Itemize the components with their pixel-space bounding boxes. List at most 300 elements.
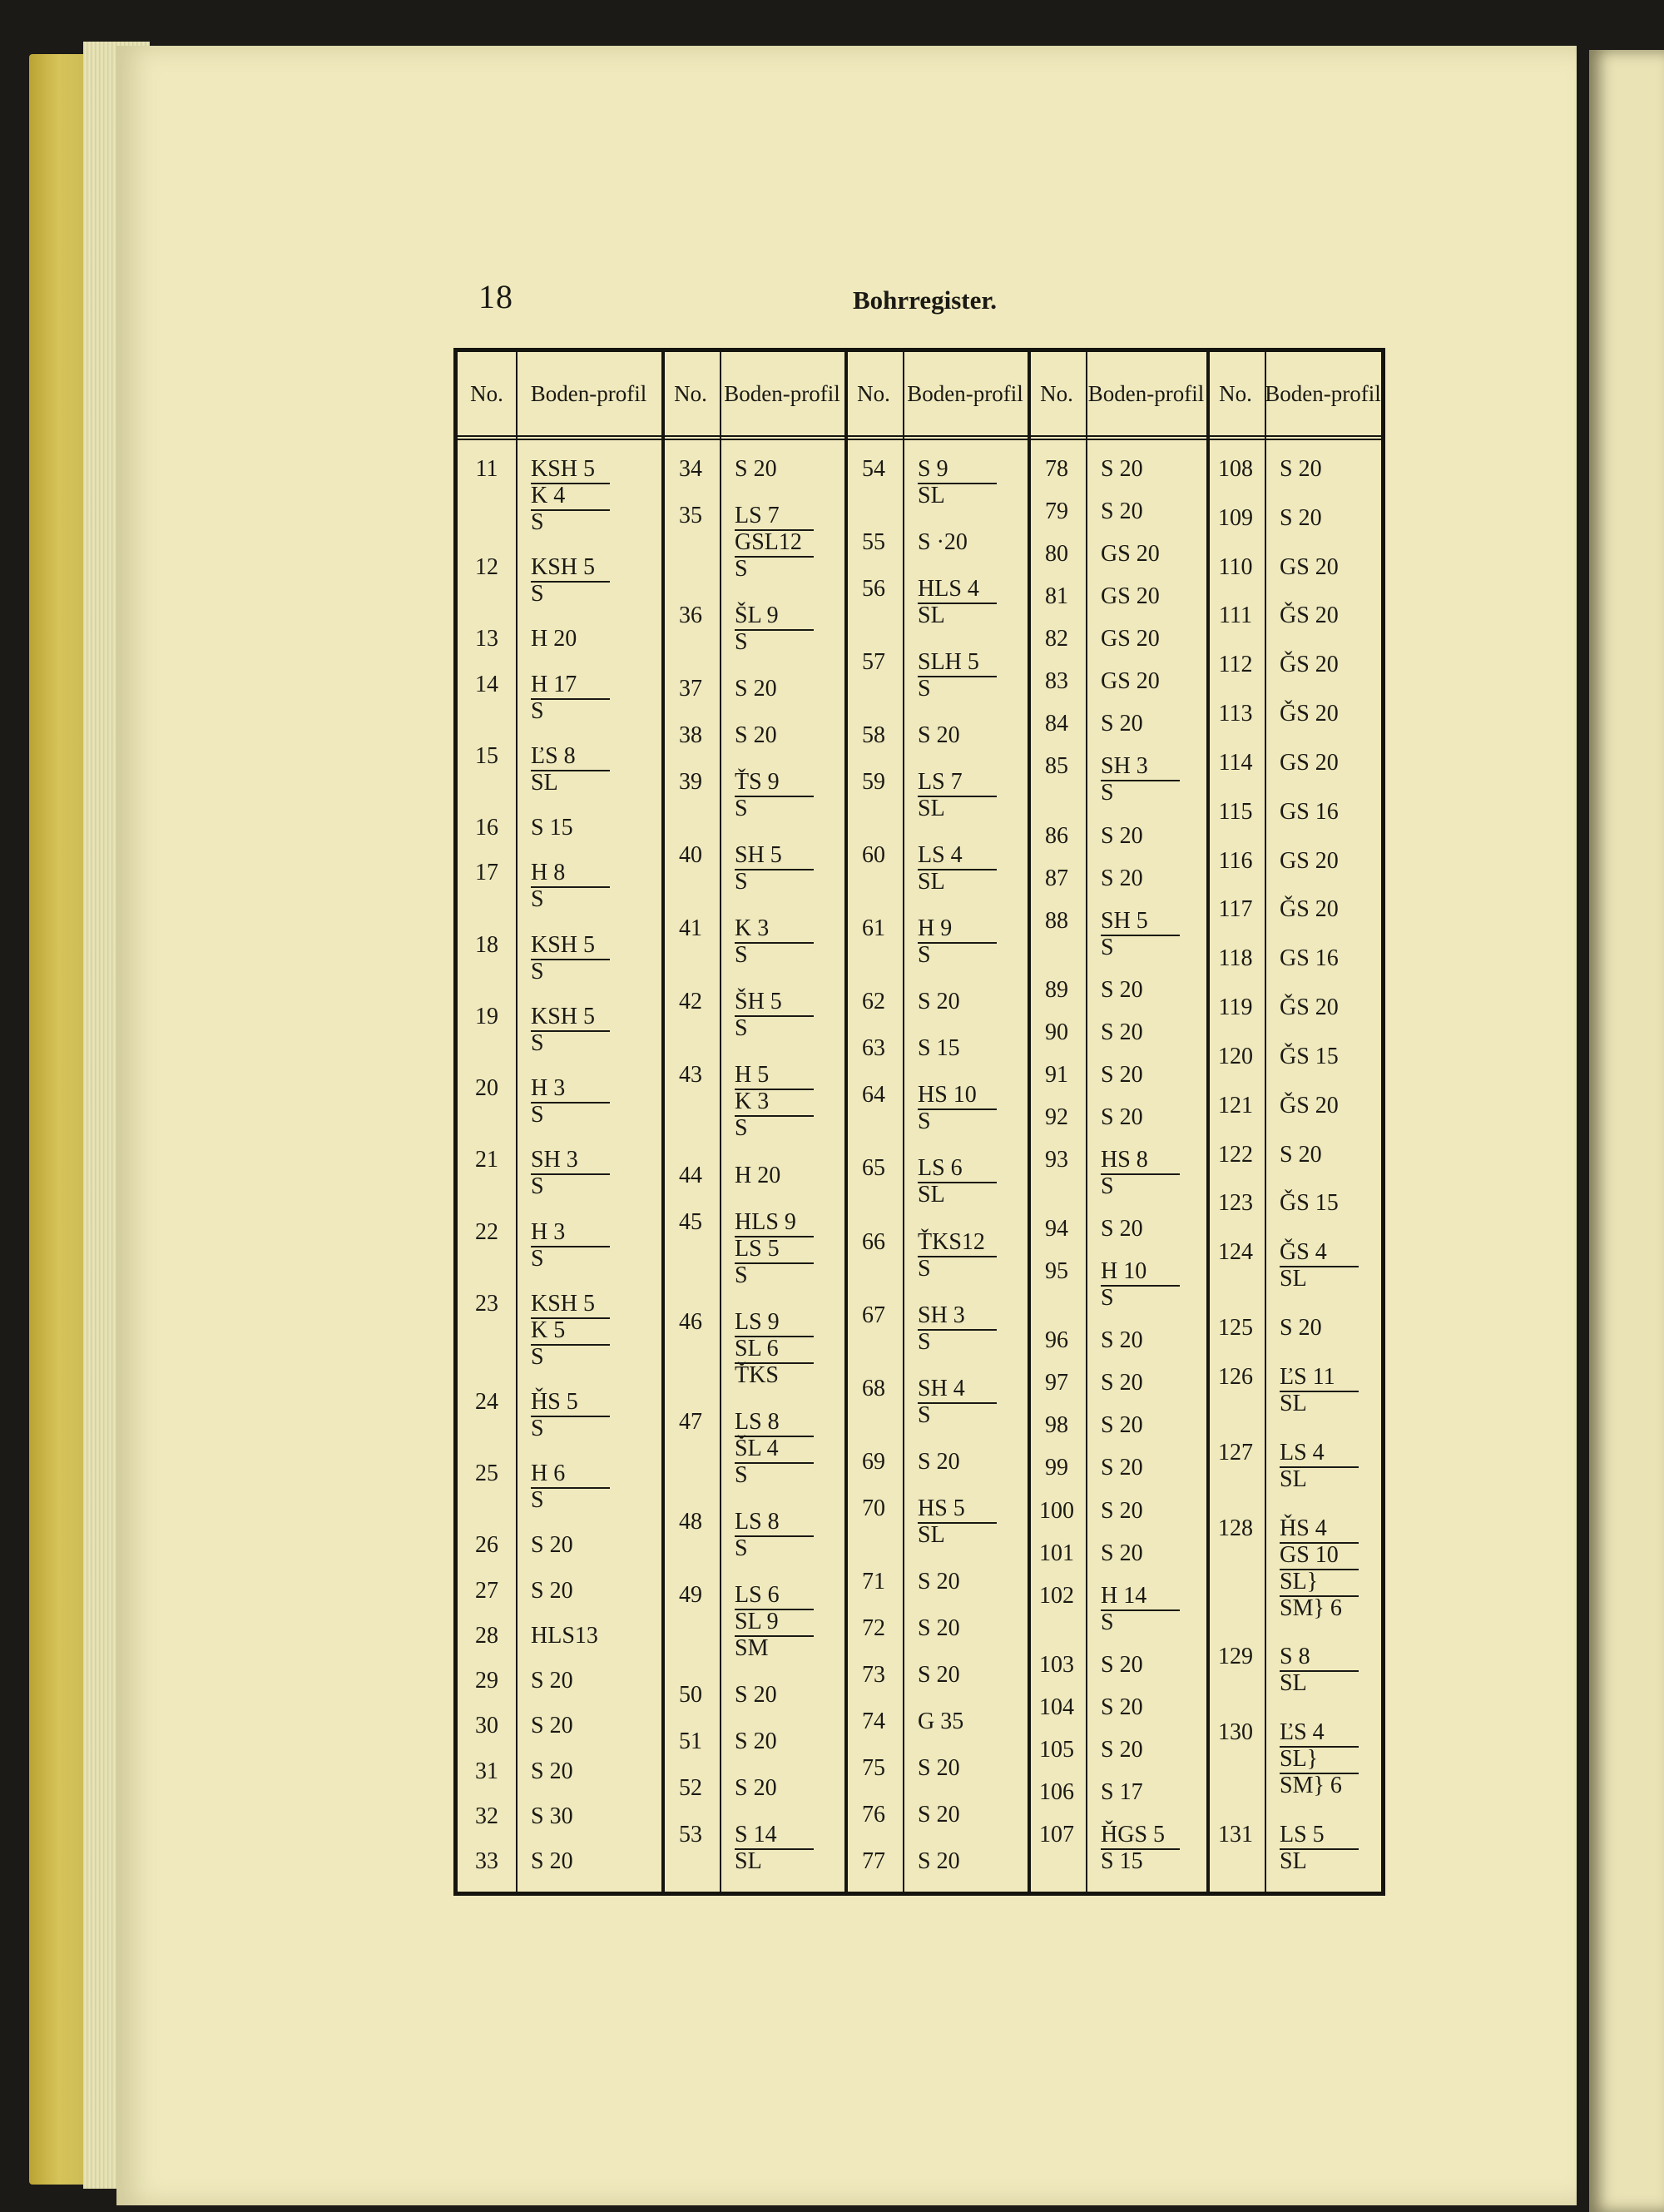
soil-profile-line: S xyxy=(1101,1173,1114,1200)
soil-profile-line: S 20 xyxy=(1101,456,1143,482)
layer-separator xyxy=(1101,1848,1180,1850)
layer-separator xyxy=(918,1108,997,1110)
soil-profile-line: H 6 xyxy=(531,1461,566,1487)
soil-profile-line: S xyxy=(735,629,748,656)
soil-profile-line: S xyxy=(531,1343,544,1370)
soil-profile-line: LS 6 xyxy=(735,1581,780,1608)
layer-separator xyxy=(735,629,814,631)
bore-number: 23 xyxy=(475,1290,498,1317)
soil-profile-line: GS 20 xyxy=(1280,749,1339,776)
soil-profile-line: S 20 xyxy=(1101,1061,1143,1088)
soil-profile-line: S 20 xyxy=(918,1568,960,1595)
layer-separator xyxy=(531,1344,610,1346)
bore-number: 120 xyxy=(1218,1043,1253,1069)
soil-profile-line: S xyxy=(531,1245,544,1272)
soil-profile-line: GSL12 xyxy=(735,529,802,556)
bore-number: 82 xyxy=(1045,626,1068,652)
soil-profile-line: ǦS 15 xyxy=(1280,1043,1339,1069)
bore-number: 14 xyxy=(475,671,498,697)
bore-number: 62 xyxy=(862,989,885,1015)
soil-profile-line: S xyxy=(735,1535,748,1561)
layer-separator xyxy=(531,770,610,771)
soil-profile-line: LS 7 xyxy=(735,503,780,529)
soil-profile-line: S 8 xyxy=(1280,1644,1310,1670)
soil-profile-line: GS 20 xyxy=(1280,847,1339,874)
soil-profile-line: LS 5 xyxy=(1280,1822,1325,1847)
soil-profile-line: SLH 5 xyxy=(918,649,979,676)
bore-number: 50 xyxy=(679,1681,702,1708)
bore-number: 119 xyxy=(1218,994,1253,1021)
bore-number: 129 xyxy=(1218,1644,1253,1670)
soil-profile-line: S 20 xyxy=(1101,1216,1143,1242)
layer-separator xyxy=(531,1317,610,1319)
soil-profile-line: ǦS 15 xyxy=(1280,1190,1339,1217)
bore-number: 112 xyxy=(1218,652,1253,678)
soil-profile-line: LS 8 xyxy=(735,1508,780,1535)
layer-separator xyxy=(735,942,814,944)
layer-separator xyxy=(531,1030,610,1032)
bore-number: 59 xyxy=(862,769,885,796)
bore-number: 127 xyxy=(1218,1439,1253,1466)
bore-number: 63 xyxy=(862,1035,885,1062)
soil-profile-line: S xyxy=(531,509,544,535)
soil-profile-line: SL} xyxy=(1280,1746,1319,1773)
soil-profile-line: ŤKS12 xyxy=(918,1228,985,1255)
layer-separator xyxy=(1280,1266,1359,1267)
bore-number: 128 xyxy=(1218,1515,1253,1541)
layer-separator xyxy=(531,581,610,583)
bore-number: 11 xyxy=(475,456,498,482)
bore-number: 106 xyxy=(1039,1778,1074,1805)
soil-profile-line: S xyxy=(918,1255,931,1282)
soil-profile-line: S xyxy=(918,1401,931,1428)
bore-number: 20 xyxy=(475,1075,498,1102)
soil-profile-line: HS 5 xyxy=(918,1495,965,1521)
bore-number: 76 xyxy=(862,1801,885,1828)
soil-profile-line: ŠL 4 xyxy=(735,1435,779,1461)
soil-profile-line: ȞGS 5 xyxy=(1101,1822,1166,1847)
bore-number: 56 xyxy=(862,576,885,603)
header-no: No. xyxy=(1219,381,1252,406)
soil-profile-line: GS 20 xyxy=(1101,626,1160,652)
column-rule xyxy=(1086,352,1087,1892)
soil-profile-line: S 20 xyxy=(1101,1327,1143,1354)
soil-profile-line: LS 6 xyxy=(918,1155,963,1182)
bore-number: 38 xyxy=(679,722,702,749)
header-line-1: Boden- xyxy=(724,381,790,406)
soil-profile-line: SL xyxy=(918,603,945,629)
soil-profile-line: S xyxy=(918,1108,931,1135)
soil-profile-line: HLS13 xyxy=(531,1622,598,1649)
soil-profile-line: S xyxy=(531,1102,544,1128)
soil-profile-line: H 3 xyxy=(531,1218,566,1245)
soil-profile-line: ĽS 8 xyxy=(531,742,576,769)
layer-separator xyxy=(918,869,997,870)
soil-profile-line: S xyxy=(918,1328,931,1355)
bore-number: 35 xyxy=(679,503,702,529)
soil-profile-line: HS 8 xyxy=(1101,1147,1148,1173)
soil-profile-line: ǦS 20 xyxy=(1280,701,1339,727)
soil-profile-line: SL} xyxy=(1280,1568,1319,1595)
bore-number: 84 xyxy=(1045,711,1068,737)
bore-register-table xyxy=(453,348,1385,1896)
bore-number: 130 xyxy=(1218,1719,1253,1746)
soil-profile-line: ŠH 5 xyxy=(735,989,782,1015)
bore-number: 64 xyxy=(862,1082,885,1108)
bore-number: 36 xyxy=(679,603,702,629)
soil-profile-line: SH 5 xyxy=(735,842,782,869)
bore-number: 65 xyxy=(862,1155,885,1182)
soil-profile-line: H 20 xyxy=(531,626,577,652)
soil-profile-line: H 17 xyxy=(531,671,577,697)
soil-profile-line: LS 5 xyxy=(735,1235,780,1262)
bore-number: 78 xyxy=(1045,456,1068,482)
soil-profile-line: S 20 xyxy=(918,1614,960,1641)
soil-profile-line: S 20 xyxy=(918,722,960,749)
soil-profile-line: GS 16 xyxy=(1280,945,1339,972)
layer-separator xyxy=(918,1182,997,1183)
layer-separator xyxy=(735,529,814,531)
table-header-row xyxy=(458,352,1381,440)
column-rule xyxy=(903,352,904,1892)
soil-profile-line: SL xyxy=(1280,1390,1307,1416)
soil-profile-line: GS 10 xyxy=(1280,1541,1339,1568)
bore-number: 27 xyxy=(475,1577,498,1604)
layer-separator xyxy=(735,1535,814,1537)
soil-profile-line: K 3 xyxy=(735,1089,770,1115)
layer-separator xyxy=(735,1336,814,1337)
soil-profile-line: S xyxy=(918,676,931,702)
layer-separator xyxy=(918,676,997,677)
bore-number: 19 xyxy=(475,1003,498,1029)
soil-profile-line: SM} 6 xyxy=(1280,1773,1342,1799)
soil-profile-line: S 20 xyxy=(1101,1370,1143,1396)
bore-number: 53 xyxy=(679,1822,702,1847)
soil-profile-line: S 20 xyxy=(1101,498,1143,525)
bore-number: 43 xyxy=(679,1062,702,1089)
bore-number: 79 xyxy=(1045,498,1068,525)
header-line-1: Boden- xyxy=(1265,381,1331,406)
soil-profile-line: SL xyxy=(531,769,558,796)
soil-profile-line: SL xyxy=(1280,1848,1307,1874)
bore-number: 57 xyxy=(862,649,885,676)
soil-profile-line: S 20 xyxy=(1280,456,1322,482)
bore-number: 70 xyxy=(862,1495,885,1521)
bore-number: 30 xyxy=(475,1713,498,1739)
layer-separator xyxy=(531,1173,610,1175)
bore-number: 28 xyxy=(475,1622,498,1649)
soil-profile-line: S xyxy=(735,1115,748,1142)
soil-profile-line: K 5 xyxy=(531,1317,566,1343)
bore-number: 15 xyxy=(475,742,498,769)
bore-number: 117 xyxy=(1218,896,1253,923)
soil-profile-line: ŤS 9 xyxy=(735,769,780,796)
bore-number: 101 xyxy=(1039,1540,1074,1566)
layer-separator xyxy=(531,886,610,888)
soil-profile-line: SL xyxy=(735,1848,762,1874)
soil-profile-line: LS 8 xyxy=(735,1408,780,1435)
running-head: Bohrregister. xyxy=(853,285,998,315)
bore-number: 115 xyxy=(1218,798,1253,825)
layer-separator xyxy=(918,942,997,944)
soil-profile-line: S xyxy=(735,796,748,822)
layer-separator xyxy=(735,1015,814,1017)
soil-profile-line: S 20 xyxy=(1101,822,1143,849)
layer-separator xyxy=(1280,1773,1359,1774)
layer-separator xyxy=(1280,1848,1359,1850)
layer-separator xyxy=(531,698,610,700)
layer-separator xyxy=(735,869,814,870)
soil-profile-line: S xyxy=(918,942,931,969)
layer-separator xyxy=(1101,1173,1180,1175)
soil-profile-line: KSH 5 xyxy=(531,1003,596,1029)
bore-number: 80 xyxy=(1045,541,1068,568)
header-no: No. xyxy=(857,381,890,406)
bore-number: 51 xyxy=(679,1728,702,1754)
bore-number: 29 xyxy=(475,1668,498,1694)
soil-profile-line: S 20 xyxy=(918,1661,960,1688)
layer-separator xyxy=(735,1089,814,1090)
layer-separator xyxy=(1101,935,1180,936)
soil-profile-line: S xyxy=(735,942,748,969)
soil-profile-line: ȞS 4 xyxy=(1280,1515,1327,1541)
layer-separator xyxy=(1280,1542,1359,1544)
soil-profile-line: S xyxy=(735,1015,748,1042)
soil-profile-line: S 20 xyxy=(1101,1412,1143,1439)
bore-number: 88 xyxy=(1045,907,1068,934)
soil-profile-line: S 20 xyxy=(918,1801,960,1828)
soil-profile-line: S 14 xyxy=(735,1822,777,1847)
layer-separator xyxy=(918,1329,997,1331)
soil-profile-line: SH 3 xyxy=(1101,753,1148,780)
soil-profile-line: GS 20 xyxy=(1280,553,1339,580)
layer-separator xyxy=(735,1362,814,1364)
layer-separator xyxy=(918,796,997,797)
soil-profile-line: S 20 xyxy=(1101,1455,1143,1481)
bore-number: 91 xyxy=(1045,1061,1068,1088)
soil-profile-line: S xyxy=(531,1415,544,1441)
soil-profile-line: HS 10 xyxy=(918,1082,977,1108)
bore-number: 18 xyxy=(475,931,498,958)
bore-number: 93 xyxy=(1045,1147,1068,1173)
bore-number: 122 xyxy=(1218,1141,1253,1168)
soil-profile-line: S 20 xyxy=(735,456,777,482)
bore-number: 104 xyxy=(1039,1694,1074,1720)
bore-number: 118 xyxy=(1218,945,1253,972)
soil-profile-line: S 20 xyxy=(1101,1497,1143,1524)
soil-profile-line: S xyxy=(531,958,544,984)
soil-profile-line: S xyxy=(735,1262,748,1288)
layer-separator xyxy=(735,556,814,558)
header-line-1: Boden- xyxy=(530,381,597,406)
soil-profile-line: SH 3 xyxy=(918,1302,965,1328)
header-no: No. xyxy=(1040,381,1073,406)
bore-number: 124 xyxy=(1218,1239,1253,1266)
layer-separator xyxy=(531,1487,610,1489)
soil-profile-line: S 20 xyxy=(531,1532,573,1559)
soil-profile-line: SM} 6 xyxy=(1280,1595,1342,1621)
soil-profile-line: HLS 4 xyxy=(918,576,979,603)
bore-number: 111 xyxy=(1219,603,1252,629)
soil-profile-line: S 20 xyxy=(918,1448,960,1475)
header-bodenprofil xyxy=(516,352,661,435)
layer-separator xyxy=(531,959,610,960)
bore-number: 17 xyxy=(475,860,498,886)
bore-number: 34 xyxy=(679,456,702,482)
bore-number: 86 xyxy=(1045,822,1068,849)
soil-profile-line: ǦS 20 xyxy=(1280,603,1339,629)
bore-number: 131 xyxy=(1218,1822,1253,1847)
soil-profile-line: KSH 5 xyxy=(531,1290,596,1317)
group-rule xyxy=(661,352,665,1892)
bore-number: 81 xyxy=(1045,583,1068,610)
bore-number: 40 xyxy=(679,842,702,869)
layer-separator xyxy=(531,483,610,484)
soil-profile-line: S 20 xyxy=(1101,1651,1143,1678)
header-no: No. xyxy=(674,381,707,406)
bore-number: 123 xyxy=(1218,1190,1253,1217)
soil-profile-line: SL xyxy=(918,1182,945,1208)
layer-separator xyxy=(1280,1569,1359,1570)
soil-profile-line: GS 20 xyxy=(1101,668,1160,695)
soil-profile-line: S 20 xyxy=(1280,1141,1322,1168)
soil-profile-line: SH 4 xyxy=(918,1375,965,1401)
soil-profile-line: KSH 5 xyxy=(531,931,596,958)
soil-profile-line: S 20 xyxy=(1101,1736,1143,1763)
soil-profile-line: HLS 9 xyxy=(735,1208,796,1235)
bore-number: 67 xyxy=(862,1302,885,1328)
bore-number: 42 xyxy=(679,989,702,1015)
soil-profile-line: S ·20 xyxy=(918,529,968,556)
header-bodenprofil xyxy=(903,352,1028,435)
bore-number: 92 xyxy=(1045,1104,1068,1130)
bore-number: 13 xyxy=(475,626,498,652)
layer-separator xyxy=(918,603,997,604)
layer-separator xyxy=(531,509,610,511)
soil-profile-line: LS 4 xyxy=(1280,1439,1325,1466)
soil-profile-line: SM xyxy=(735,1634,769,1661)
bore-number: 68 xyxy=(862,1375,885,1401)
soil-profile-line: S 20 xyxy=(1101,1019,1143,1045)
bore-number: 100 xyxy=(1039,1497,1074,1524)
soil-profile-line: S xyxy=(1101,1285,1114,1312)
bore-number: 113 xyxy=(1218,701,1253,727)
layer-separator xyxy=(918,1522,997,1524)
bore-number: 71 xyxy=(862,1568,885,1595)
soil-profile-line: S 30 xyxy=(531,1803,573,1829)
soil-profile-line: K 3 xyxy=(735,915,770,942)
soil-profile-line: S 20 xyxy=(531,1848,573,1874)
header-line-2: profil xyxy=(1330,381,1381,406)
layer-separator xyxy=(531,1246,610,1247)
soil-profile-line: H 20 xyxy=(735,1162,781,1188)
layer-separator xyxy=(735,1635,814,1637)
bore-number: 37 xyxy=(679,676,702,702)
soil-profile-line: SL xyxy=(918,869,945,895)
soil-profile-line: S 20 xyxy=(1101,1540,1143,1566)
header-line-2: profil xyxy=(790,381,840,406)
soil-profile-line: SL 9 xyxy=(735,1608,779,1634)
bore-number: 22 xyxy=(475,1218,498,1245)
soil-profile-line: S 20 xyxy=(735,1774,777,1801)
layer-separator xyxy=(735,1262,814,1264)
layer-separator xyxy=(735,1436,814,1437)
bore-number: 126 xyxy=(1218,1363,1253,1390)
soil-profile-line: SL xyxy=(918,796,945,822)
soil-profile-line: S 20 xyxy=(1101,865,1143,891)
soil-profile-line: SL 6 xyxy=(735,1335,779,1361)
bore-number: 60 xyxy=(862,842,885,869)
layer-separator xyxy=(735,796,814,797)
layer-separator xyxy=(735,1848,814,1850)
layer-separator xyxy=(735,1609,814,1610)
soil-profile-line: GS 16 xyxy=(1280,798,1339,825)
bore-number: 103 xyxy=(1039,1651,1074,1678)
bore-number: 87 xyxy=(1045,865,1068,891)
soil-profile-line: SL xyxy=(1280,1466,1307,1492)
bore-number: 94 xyxy=(1045,1216,1068,1242)
bore-number: 55 xyxy=(862,529,885,556)
bore-number: 105 xyxy=(1039,1736,1074,1763)
layer-separator xyxy=(1280,1670,1359,1672)
layer-separator xyxy=(918,1402,997,1404)
bore-number: 24 xyxy=(475,1388,498,1415)
header-bodenprofil xyxy=(720,352,844,435)
soil-profile-line: LS 9 xyxy=(735,1308,780,1335)
soil-profile-line: S 20 xyxy=(531,1577,573,1604)
soil-profile-line: ǦS 4 xyxy=(1280,1239,1327,1266)
soil-profile-line: S 17 xyxy=(1101,1778,1143,1805)
bore-number: 46 xyxy=(679,1308,702,1335)
bore-number: 31 xyxy=(475,1758,498,1784)
bore-number: 12 xyxy=(475,554,498,581)
soil-profile-line: S 15 xyxy=(918,1035,960,1062)
bore-number: 107 xyxy=(1039,1822,1074,1847)
header-no: No. xyxy=(470,381,503,406)
header-bodenprofil xyxy=(1265,352,1381,435)
layer-separator xyxy=(735,1115,814,1117)
soil-profile-line: GS 20 xyxy=(1101,541,1160,568)
soil-profile-line: S 15 xyxy=(531,815,573,841)
soil-profile-line: K 4 xyxy=(531,483,566,508)
layer-separator xyxy=(918,483,997,484)
soil-profile-line: SH 3 xyxy=(531,1147,578,1173)
soil-profile-line: S xyxy=(531,1029,544,1056)
bore-number: 121 xyxy=(1218,1092,1253,1118)
soil-profile-line: S xyxy=(1101,934,1114,960)
bore-number: 97 xyxy=(1045,1370,1068,1396)
bore-number: 89 xyxy=(1045,976,1068,1003)
bore-number: 110 xyxy=(1218,553,1253,580)
soil-profile-line: ĽS 4 xyxy=(1280,1719,1325,1746)
soil-profile-line: GS 20 xyxy=(1101,583,1160,610)
soil-profile-line: S 20 xyxy=(735,1681,777,1708)
bore-number: 75 xyxy=(862,1754,885,1781)
soil-profile-line: S 20 xyxy=(735,1728,777,1754)
bore-number: 73 xyxy=(862,1661,885,1688)
soil-profile-line: S xyxy=(531,1173,544,1200)
layer-separator xyxy=(918,1256,997,1257)
soil-profile-line: ǦS 20 xyxy=(1280,652,1339,678)
header-line-2: profil xyxy=(973,381,1023,406)
soil-profile-line: ŠL 9 xyxy=(735,603,779,629)
bore-number: 108 xyxy=(1218,456,1253,482)
column-rule xyxy=(720,352,721,1892)
soil-profile-line: S xyxy=(1101,1609,1114,1635)
bore-number: 52 xyxy=(679,1774,702,1801)
bore-number: 58 xyxy=(862,722,885,749)
layer-separator xyxy=(1101,780,1180,781)
